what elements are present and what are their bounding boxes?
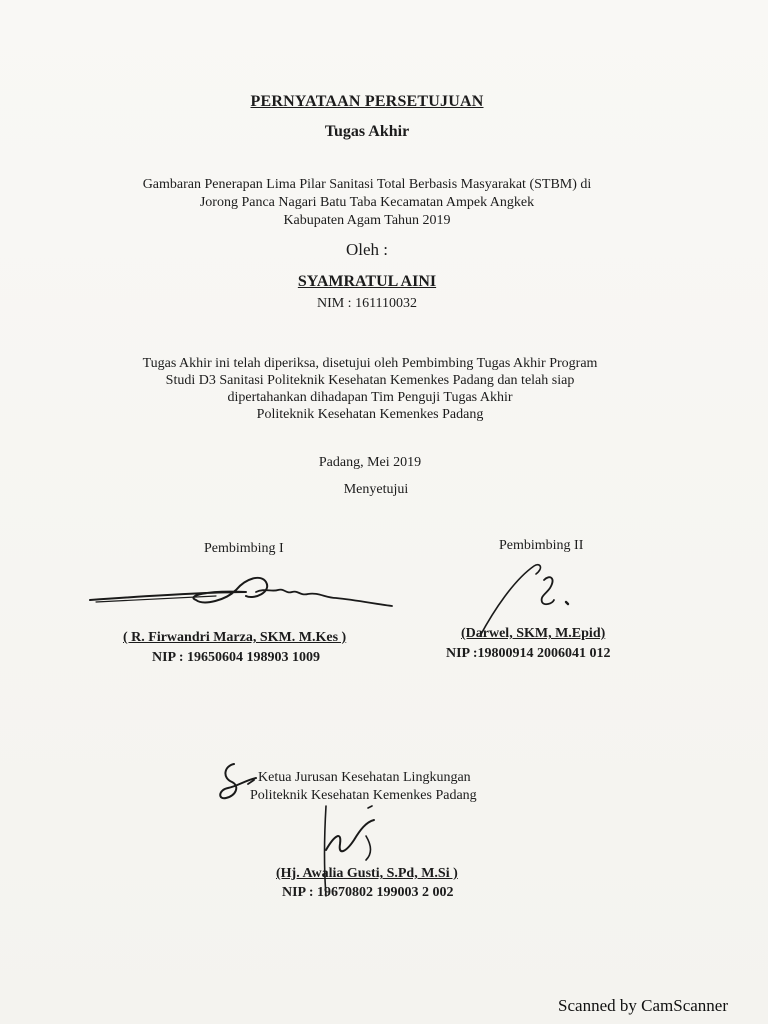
- thesis-title-line: Kabupaten Agam Tahun 2019: [283, 213, 451, 228]
- document-subtitle: Tugas Akhir: [324, 123, 410, 140]
- by-label: Oleh :: [345, 240, 389, 259]
- statement-line: Politeknik Kesehatan Kemenkes Padang: [256, 407, 484, 422]
- statement-line: Studi D3 Sanitasi Politeknik Kesehatan Kemenkes Padang dan telah siap: [165, 373, 575, 388]
- supervisor-2-name: [461, 626, 605, 642]
- supervisor-2-label: Pembimbing II: [499, 538, 584, 553]
- supervisor-1-name: [123, 630, 346, 646]
- approval-statement: [0, 355, 740, 423]
- approval-label: Menyetujui: [343, 482, 409, 497]
- author-nim: NIM : 161110032: [316, 296, 418, 311]
- thesis-title-line: Gambaran Penerapan Lima Pilar Sanitasi Total Berbasis Masyarakat (STBM) di: [142, 177, 592, 192]
- place-date: Padang, Mei 2019: [318, 455, 422, 470]
- document-title: PERNYATAAN PERSETUJUAN: [250, 93, 484, 110]
- head-title-line-1: Ketua Jurusan Kesehatan Lingkungan: [258, 770, 471, 785]
- supervisor-2-name-text: (Darwel, SKM, M.Epid): [461, 626, 606, 641]
- supervisor-1-nip: NIP : 19650604 198903 1009: [152, 650, 320, 665]
- camscanner-watermark: Scanned by CamScanner: [558, 996, 728, 1015]
- supervisor-1-signature: [86, 570, 396, 610]
- author-name: SYAMRATUL AINI: [297, 273, 437, 290]
- thesis-title: [0, 176, 734, 230]
- head-title-line-2: Politeknik Kesehatan Kemenkes Padang: [250, 788, 477, 803]
- statement-line: Tugas Akhir ini telah diperiksa, disetujui oleh Pembimbing Tugas Akhir Program: [142, 356, 598, 371]
- supervisor-2-nip: NIP :19800914 2006041 012: [446, 646, 611, 661]
- statement-line: dipertahankan dihadapan Tim Penguji Tugas Akhir: [227, 390, 513, 405]
- head-name-text: (Hj. Awalia Gusti, S.Pd, M.Si ): [276, 866, 458, 881]
- thesis-title-line: Jorong Panca Nagari Batu Taba Kecamatan Ampek Angkek: [199, 195, 535, 210]
- head-nip: NIP : 19670802 199003 2 002: [282, 885, 454, 900]
- supervisor-1-name-text: ( R. Firwandri Marza, SKM. M.Kes ): [123, 630, 347, 645]
- head-name: [276, 866, 458, 882]
- supervisor-1-label: Pembimbing I: [204, 541, 284, 556]
